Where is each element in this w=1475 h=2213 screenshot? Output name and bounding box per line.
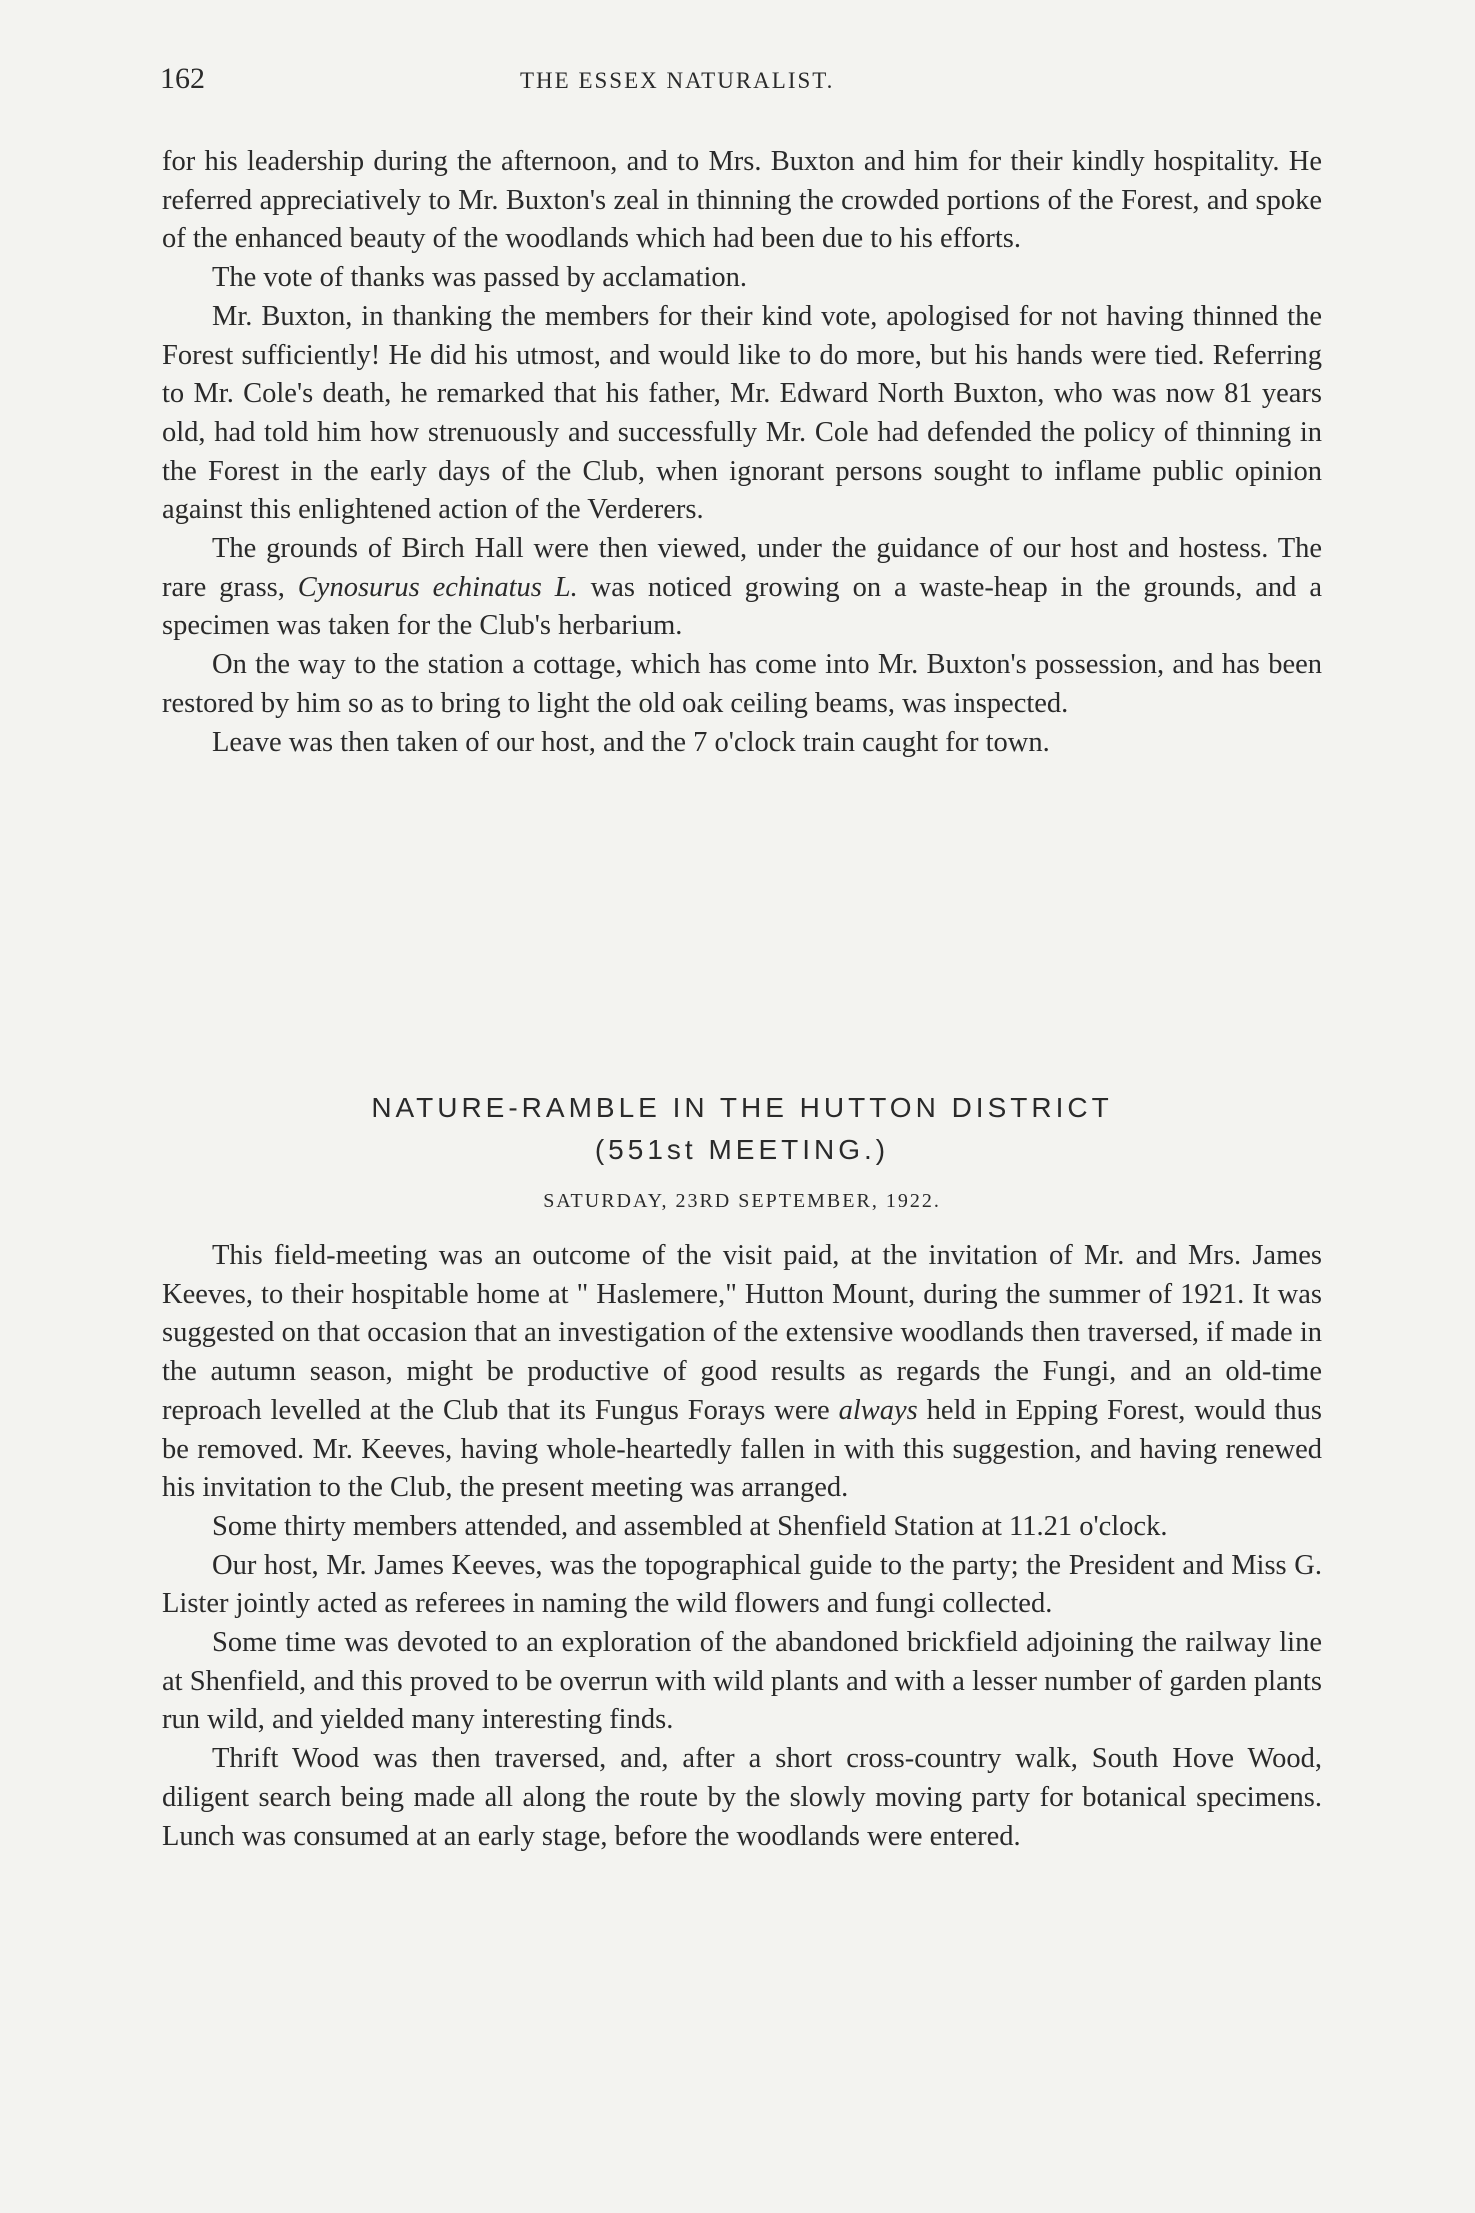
paragraph	[162, 1237, 1322, 1508]
paragraph: On the way to the station a cottage, which has come into Mr. Buxton's possession, and has been restored by him so as to bring to light the old oak ceiling beams, was inspected.	[162, 649, 1322, 719]
section-title-line: NATURE-RAMBLE IN THE HUTTON DISTRICT	[371, 1092, 1113, 1123]
paragraph-text: held in Epping Forest, would thus be removed. Mr. Keeves, having whole-heartedly fallen in with this suggestion, and having renewed his invitation to the Club, the present meeting was arranged.	[162, 1394, 1323, 1504]
paragraph-text: was noticed growing on a waste-heap in the grounds, and a specimen was taken for the Club's herbarium.	[162, 571, 1322, 642]
paragraph: Some thirty members attended, and assembled at Shenfield Station at 11.21 o'clock.	[212, 1510, 1168, 1542]
paragraph: Some time was devoted to an exploration of the abandoned brickfield adjoining the railway line at Shenfield, and this proved to be overrun with wild plants and with a lesser number of garden plants run wild, and yielded many interesting finds.	[162, 1627, 1322, 1736]
article-continuation	[162, 143, 1322, 762]
paragraph	[162, 530, 1322, 646]
paragraph: Thrift Wood was then traversed, and, after a short cross-country walk, South Hove Wood, diligent search being made all along the route by the slowly moving party for botanical specimens. Lunch was consumed at an early stage, before the woodlands were entered.	[162, 1743, 1322, 1852]
paragraph-text: The grounds of Birch Hall were then viewed, under the guidance of our host and hostess. The rare grass,	[162, 533, 1322, 603]
paragraph: Leave was then taken of our host, and the 7 o'clock train caught for town.	[212, 726, 1050, 758]
article-body	[162, 1237, 1322, 1856]
page-header	[160, 62, 1320, 106]
section-date: SATURDAY, 23RD SEPTEMBER, 1922.	[543, 1190, 941, 1212]
page-number: 162	[160, 62, 205, 95]
paragraph: The vote of thanks was passed by acclamation.	[212, 262, 748, 294]
paragraph: for his leadership during the afternoon, and to Mrs. Buxton and him for their kindly hospitality. He referred appreciatively to Mr. Buxton's zeal in thinning the crowded portions of the Forest, and spoke of the enhanced beauty of the woodlands which had been due to his efforts.	[162, 146, 1322, 255]
meeting-number: (551st MEETING.)	[594, 1134, 890, 1165]
section-title	[162, 1087, 1322, 1171]
emphasis: always	[838, 1394, 918, 1426]
paragraph: Our host, Mr. James Keeves, was the topographical guide to the party; the President and Miss G. Lister jointly acted as referees in naming the wild flowers and fungi collected.	[162, 1549, 1322, 1620]
species-name: Cynosurus echinatus L.	[297, 571, 578, 603]
paragraph-text: This field-meeting was an outcome of the visit paid, at the invitation of Mr. and Mrs. James Keeves, to their hospitable home at " Haslemere," Hutton Mount, during the summer of 1921. It was suggested on that occasion that an investigation of the extensive woodlands then traversed, if made in the autumn season, might be productive of good results as regards the Fungi, and an old-time reproach levelled at the Club that its Fungus Forays were	[162, 1240, 1322, 1426]
paragraph: Mr. Buxton, in thanking the members for their kind vote, apologised for not having thinned the Forest sufficiently! He did his utmost, and would like to do more, but his hands were tied. Referring to Mr. Cole's death, he remarked that his father, Mr. Edward North Buxton, who was now 81 years old, had told him how strenuously and successfully Mr. Cole had defended the policy of thinning in the Forest in the early days of the Club, when ignorant persons sought to inflame public opinion against this enlightened action of the Verderers.	[162, 300, 1322, 526]
running-title: THE ESSEX NATURALIST.	[520, 68, 835, 93]
